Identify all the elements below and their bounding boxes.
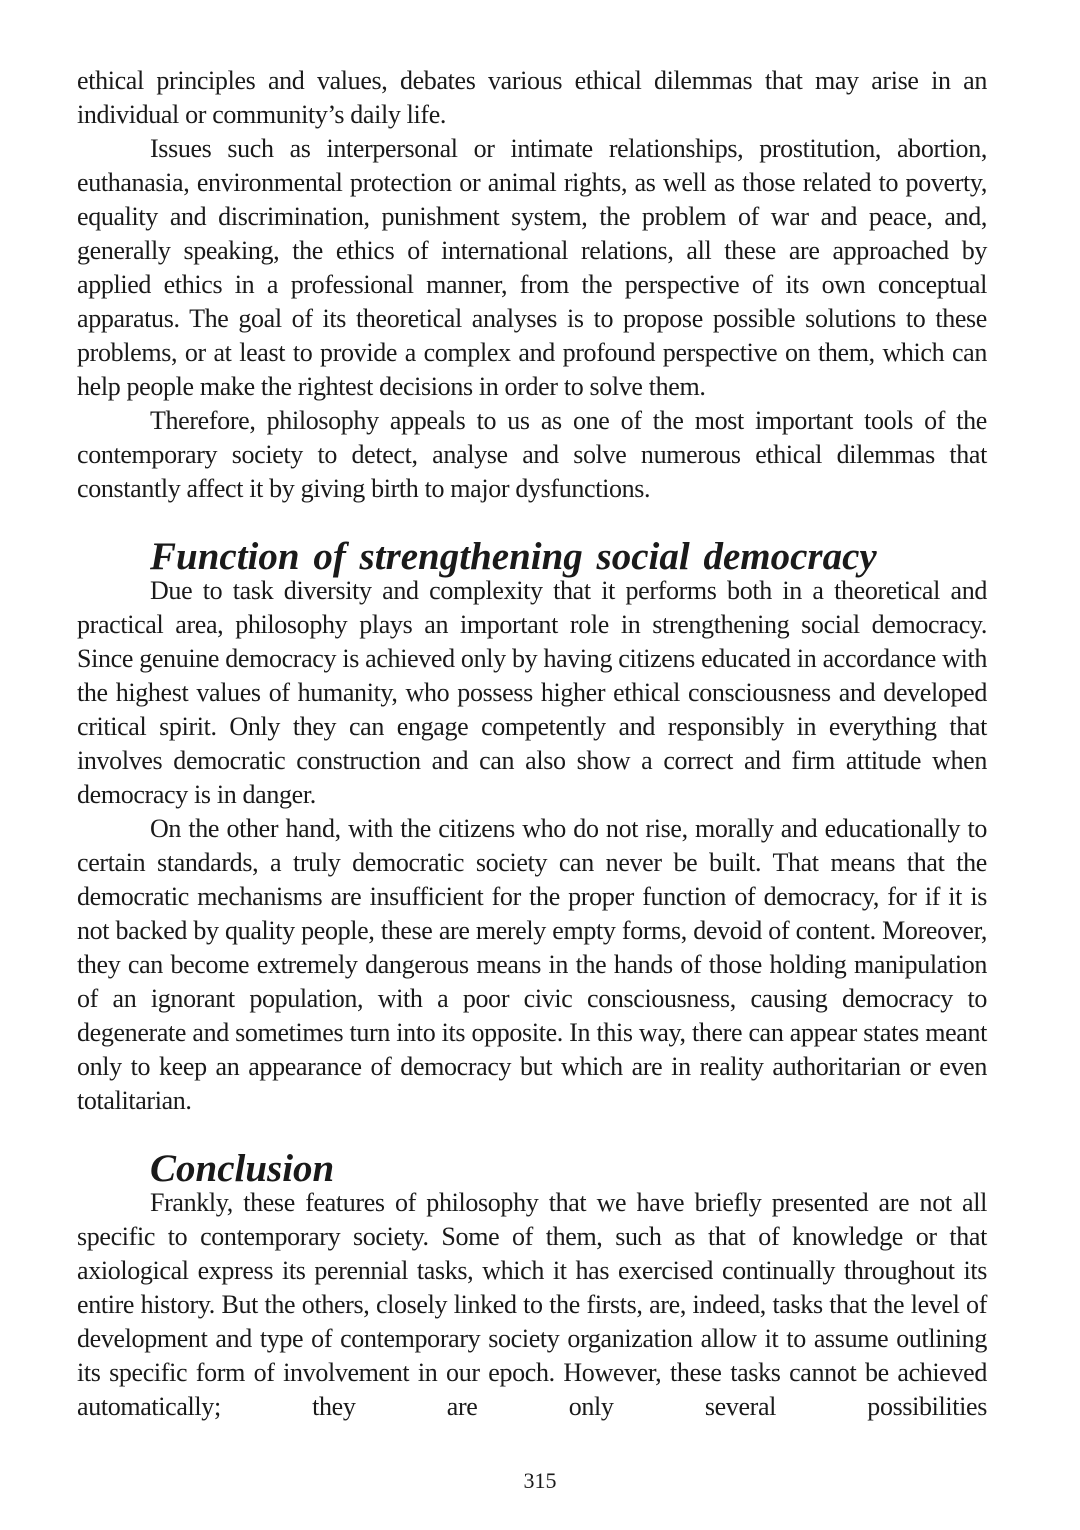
- paragraph-applied-ethics: [77, 132, 987, 404]
- paragraph-text: On the other hand, with the citizens who do not rise, morally and educationally to certain standards, a truly democratic society can never be built. That means that the democratic mechanisms are insufficient for the proper function of democracy, for if it is not backed by quality people, these are merely empty forms, devoid of content. Moreover, they can become extremely dangerous means in the hands of those holding manipulation of an ignorant population, with a poor civic consciousness, causing democracy to degenerate and sometimes turn into its opposite. In this way, there can appear states meant only to keep an appearance of democracy but which are in reality authoritarian or even totalitarian.: [77, 814, 987, 1115]
- paragraph-text: Issues such as interpersonal or intimate relationships, prostitution, abortion, euthanasia, environmental protection or animal rights, as well as those related to poverty, equality and discrimination, punishment system, the problem of war and peace, and, generally speaking, the ethics of international relations, all these are approached by applied ethics in a professional manner, from the perspective of its own conceptual apparatus. The goal of its theoretical analyses is to propose possible solutions to these problems, or at least to provide a complex and profound perspective on them, which can help people make the rightest decisions in order to solve them.: [77, 134, 987, 401]
- paragraph-text: Therefore, philosophy appeals to us as one of the most important tools of the contemporary society to detect, analyse and solve numerous ethical dilemmas that constantly affect it by giving birth to major dysfunctions.: [77, 406, 987, 503]
- paragraph-text: Frankly, these features of philosophy that we have briefly presented are not all specific to contemporary society. Some of them, such as that of knowledge or that axiological express its perennial tasks, which it has exercised continually throughout its entire history. But the others, closely linked to the firsts, are, indeed, tasks that the level of development and type of contemporary society organization allow it to assume outlining its specific form of involvement in our epoch. However, these tasks cannot be achieved automatically; they are only several possibilities: [77, 1188, 987, 1421]
- paragraph-continuation: [77, 64, 987, 132]
- paragraph-text: ethical principles and values, debates various ethical dilemmas that may arise in an individual or community’s daily life.: [77, 66, 987, 129]
- paragraph-text: Due to task diversity and complexity that it performs both in a theoretical and practical area, philosophy plays an important role in strengthening social democracy. Since genuine democracy is achieved only by having citizens educated in accordance with the highest values of humanity, who possess higher ethical consciousness and developed critical spirit. Only they can engage competently and responsibly in everything that involves democratic construction and can also show a correct and firm attitude when democracy is in danger.: [77, 576, 987, 809]
- page-number: 315: [523, 1468, 557, 1493]
- document-page: [77, 64, 987, 1424]
- paragraph-democracy-2: [77, 812, 987, 1118]
- section-heading-democracy: Function of strengthening social democracy: [150, 535, 877, 578]
- paragraph-democracy-1: [77, 574, 987, 812]
- section-heading-conclusion: Conclusion: [150, 1147, 335, 1190]
- paragraph-conclusion-1: [77, 1186, 987, 1424]
- paragraph-therefore: [77, 404, 987, 506]
